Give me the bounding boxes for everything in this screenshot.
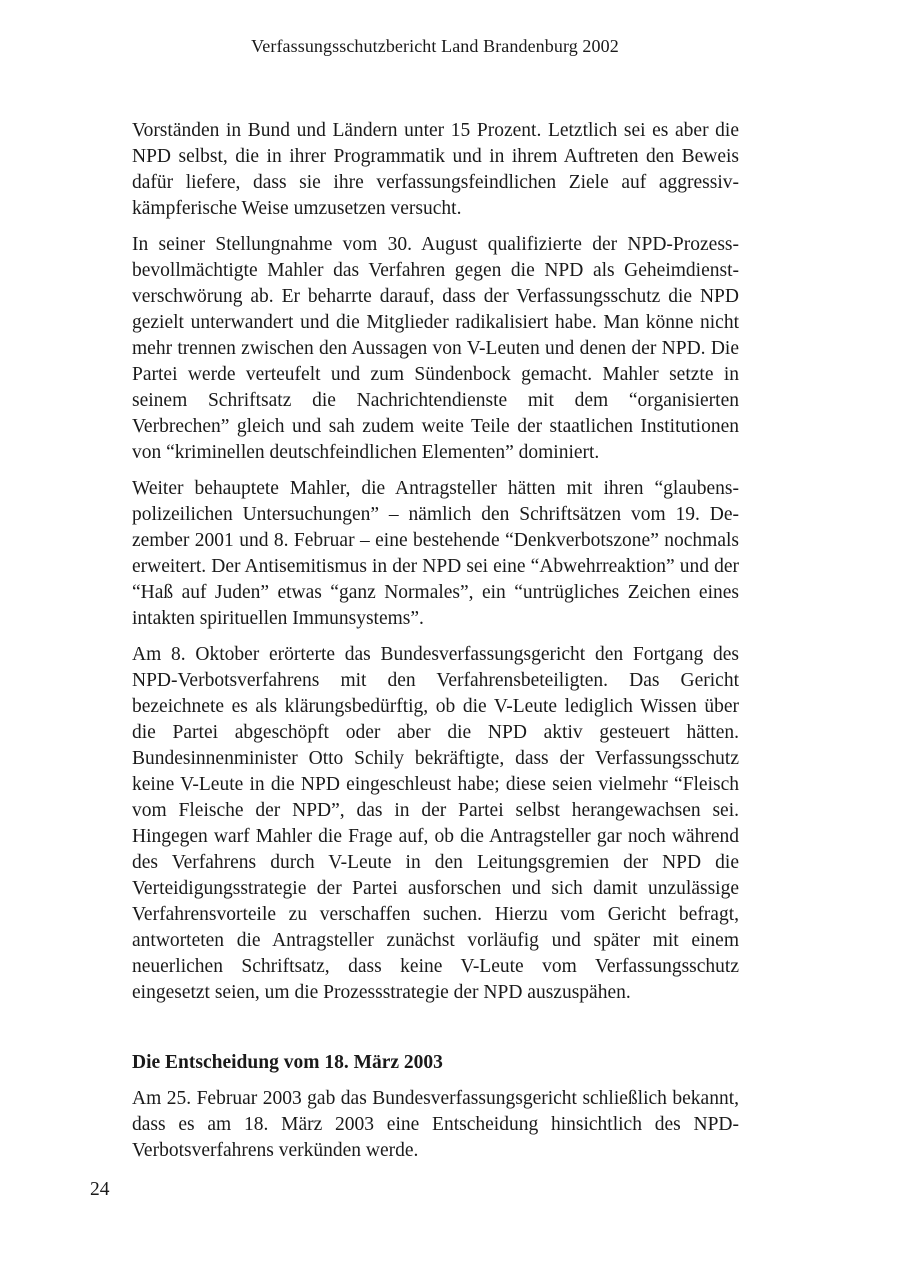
page-number: 24	[90, 1179, 110, 1200]
page-body	[132, 118, 739, 1174]
section-heading: Die Entscheidung vom 18. März 2003	[132, 1052, 443, 1073]
body-paragraph: Am 8. Oktober erörterte das Bundesverfassungsgericht den Fortgang des NPD-Verbotsverfahrens mit den Verfahrensbeteiligten. Das Gericht bezeichnete es als klärungsbedürftig, ob die V-Leute lediglich Wissen über die Partei abgeschöpft oder aber die NPD aktiv gesteuert hätten. Bundesinnenminister Otto Schily bekräftigte, dass der Verfassungsschutz keine V-Leute in die NPD eingeschleust habe; diese seien vielmehr “Fleisch vom Fleische der NPD”, das in der Partei selbst herangewachsen sei. Hingegen warf Mahler die Frage auf, ob die Antragsteller gar noch während des Verfahrens durch V-Leute in den Leitungsgremien der NPD die Verteidigungsstrategie der Partei ausforschen und sich damit unzulässige Verfahrensvorteile zu verschaffen suchen. Hierzu vom Gericht befragt, antworteten die Antragsteller zunächst vorläufig und später mit einem neuerlichen Schriftsatz, dass keine V-Leute vom Verfassungsschutz eingesetzt seien, um die Prozessstrategie der NPD auszuspähen.	[132, 644, 739, 1003]
body-paragraph: In seiner Stellungnahme vom 30. August qualifizierte der NPD-Prozessbevollmächtigte Mahler das Verfahren gegen die NPD als Geheimdienstverschwörung ab. Er beharrte darauf, dass der Verfassungsschutz die NPD gezielt unterwandert und die Mitglieder radikalisiert habe. Man könne nicht mehr trennen zwischen den Aussagen von V-Leuten und denen der NPD. Die Partei werde verteufelt und zum Sündenbock gemacht. Mahler setzte in seinem Schriftsatz die Nachrichtendienste mit dem “organisierten Verbrechen” gleich und sah zudem weite Teile der staatlichen Institutionen von “kriminellen deutschfeindlichen Elementen” dominiert.	[132, 234, 739, 463]
section-paragraph: Am 25. Februar 2003 gab das Bundesverfassungsgericht schließlich bekannt, dass es am 18. März 2003 eine Entscheidung hinsichtlich des NPD-Verbotsverfahrens verkünden werde.	[132, 1088, 739, 1161]
body-paragraph: Vorständen in Bund und Ländern unter 15 Prozent. Letztlich sei es aber die NPD selbst, die in ihrer Programmatik und in ihrem Auftreten den Beweis dafür liefere, dass sie ihre verfassungsfeindlichen Ziele auf aggressiv-kämpferische Weise umzusetzen versucht.	[132, 120, 739, 219]
running-header: Verfassungsschutzbericht Land Brandenburg 2002	[251, 36, 619, 56]
body-paragraph: Weiter behauptete Mahler, die Antragsteller hätten mit ihren “glaubenspolizeilichen Untersuchungen” – nämlich den Schriftsätzen vom 19. Dezember 2001 und 8. Februar – eine bestehende “Denkverbotszone” nochmals erweitert. Der Antisemitismus in der NPD sei eine “Abwehrreaktion” und der “Haß auf Juden” etwas “ganz Normales”, ein “untrügliches Zeichen eines intakten spirituellen Immunsystems”.	[132, 478, 739, 629]
